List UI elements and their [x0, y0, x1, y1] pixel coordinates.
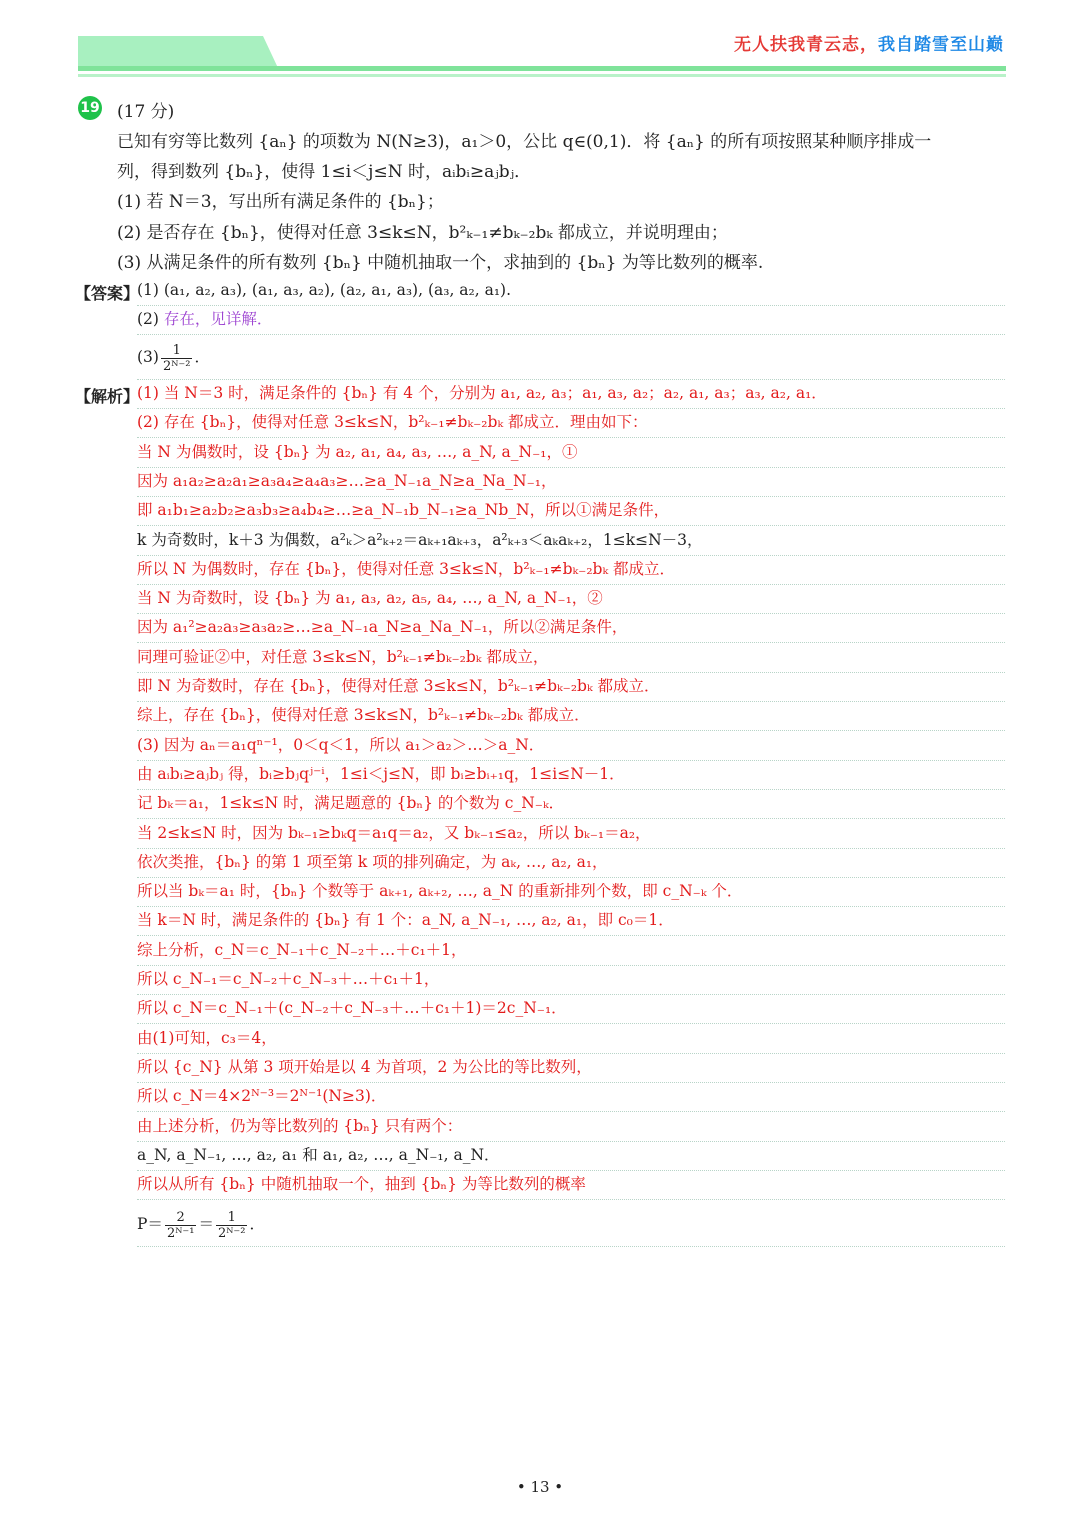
- analysis-line: 综上，存在 {bₙ}，使得对任意 3≤k≤N，b²ₖ₋₁≠bₖ₋₂bₖ 都成立．: [137, 701, 1005, 731]
- answer-fraction-den: 2ᴺ⁻²: [162, 358, 191, 374]
- answer-line2-text: 存在，见详解．: [163, 310, 273, 328]
- final-equation: [137, 1202, 1005, 1247]
- analysis-line: k 为奇数时，k＋3 为偶数，a²ₖ＞a²ₖ₊₂＝aₖ₊₁aₖ₊₃，a²ₖ₊₃＜aₖaₖ₊₂，1≤k≤N－3，: [137, 526, 1005, 556]
- answer-fraction: [161, 343, 193, 374]
- analysis-line: 因为 a₁²≥a₂a₃≥a₃a₂≥…≥a_N₋₁a_N≥a_Na_N₋₁，所以②满足条件，: [137, 613, 1005, 643]
- answer-fraction-num: 1: [161, 343, 193, 359]
- analysis-line: 记 bₖ＝a₁，1≤k≤N 时，满足题意的 {bₙ} 的个数为 c_N₋ₖ．: [137, 789, 1005, 819]
- final-fraction-1-num: 2: [165, 1210, 197, 1226]
- analysis-line: 依次类推，{bₙ} 的第 1 项至第 k 项的排列确定，为 aₖ, …, a₂, a₁，: [137, 848, 1005, 878]
- analysis-line: 由(1)可知，c₃＝4，: [137, 1024, 1005, 1054]
- answer-line3: [137, 335, 1005, 380]
- analysis-line: 当 2≤k≤N 时，因为 bₖ₋₁≥bₖq＝a₁q＝a₂，又 bₖ₋₁≤a₂，所以 bₖ₋₁＝a₂，: [137, 819, 1005, 849]
- header-rule: [78, 66, 1006, 71]
- answer-line3-suffix: ．: [194, 348, 210, 366]
- analysis-line: 所以 c_N₋₁＝c_N₋₂＋c_N₋₃＋…＋c₁＋1，: [137, 965, 1005, 995]
- question-part1: (1) 若 N＝3，写出所有满足条件的 {bₙ}；: [117, 192, 444, 212]
- answer-line2-prefix: (2): [137, 310, 164, 328]
- question-part2: (2) 是否存在 {bₙ}，使得对任意 3≤k≤N，b²ₖ₋₁≠bₖ₋₂bₖ 都成立，并说明理由；: [117, 223, 728, 243]
- final-fraction-1: [165, 1210, 197, 1241]
- analysis-line: (1) 当 N＝3 时，满足条件的 {bₙ} 有 4 个，分别为 a₁, a₂, a₃；a₁, a₃, a₂；a₂, a₁, a₃；a₃, a₂, a₁．: [137, 379, 1005, 409]
- header-motto: [734, 30, 1004, 55]
- answer-line3-prefix: (3): [137, 348, 159, 366]
- question-points: (17 分): [117, 102, 175, 122]
- answer-label: 【答案】: [75, 284, 140, 303]
- analysis-line: 当 N 为奇数时，设 {bₙ} 为 a₁, a₃, a₂, a₅, a₄, …, a_N, a_N₋₁，②: [137, 584, 1005, 614]
- final-lhs: P＝: [137, 1215, 163, 1233]
- analysis-line: 由上述分析，仍为等比数列的 {bₙ} 只有两个：: [137, 1112, 1005, 1142]
- analysis-line: 同理可验证②中，对任意 3≤k≤N，b²ₖ₋₁≠bₖ₋₂bₖ 都成立，: [137, 643, 1005, 673]
- analysis-line: a_N, a_N₋₁, …, a₂, a₁ 和 a₁, a₂, …, a_N₋₁, a_N．: [137, 1141, 1005, 1171]
- header-rule-thin: [78, 74, 1006, 77]
- analysis-line: 所以 c_N＝4×2ᴺ⁻³＝2ᴺ⁻¹(N≥3)．: [137, 1082, 1005, 1112]
- analysis-line: 所以当 bₖ＝a₁ 时，{bₙ} 个数等于 aₖ₊₁, aₖ₊₂, …, a_N 的重新排列个数，即 c_N₋ₖ 个．: [137, 877, 1005, 907]
- page-number: • 13 •: [516, 1478, 564, 1496]
- final-fraction-2-den: 2ᴺ⁻²: [217, 1225, 246, 1241]
- header-band: [78, 36, 278, 68]
- answer-line1: (1) (a₁, a₂, a₃), (a₁, a₃, a₂), (a₂, a₁, a₃), (a₃, a₂, a₁).: [137, 276, 1005, 306]
- analysis-line: 所以 N 为偶数时，存在 {bₙ}，使得对任意 3≤k≤N，b²ₖ₋₁≠bₖ₋₂bₖ 都成立．: [137, 555, 1005, 585]
- analysis-line: 即 N 为奇数时，存在 {bₙ}，使得对任意 3≤k≤N，b²ₖ₋₁≠bₖ₋₂bₖ 都成立．: [137, 672, 1005, 702]
- analysis-line: 因为 a₁a₂≥a₂a₁≥a₃a₄≥a₄a₃≥…≥a_N₋₁a_N≥a_Na_N₋₁，: [137, 467, 1005, 497]
- analysis-line: 综上分析，c_N＝c_N₋₁＋c_N₋₂＋…＋c₁＋1，: [137, 936, 1005, 966]
- question-stem-line2: 列，得到数列 {bₙ}，使得 1≤i＜j≤N 时，aᵢbᵢ≥aⱼbⱼ．: [117, 162, 532, 182]
- analysis-line: (3) 因为 aₙ＝a₁qⁿ⁻¹，0＜q＜1，所以 a₁＞a₂＞…＞a_N．: [137, 731, 1005, 761]
- analysis-label: 【解析】: [75, 387, 140, 406]
- question-part3: (3) 从满足条件的所有数列 {bₙ} 中随机抽取一个，求抽到的 {bₙ} 为等比数列的概率.: [117, 253, 764, 273]
- final-end: ．: [249, 1215, 265, 1233]
- analysis-line: 所以 c_N＝c_N₋₁＋(c_N₋₂＋c_N₋₃＋…＋c₁＋1)＝2c_N₋₁．: [137, 994, 1005, 1024]
- final-equals: ＝: [198, 1215, 214, 1233]
- analysis-line: 当 N 为偶数时，设 {bₙ} 为 a₂, a₁, a₄, a₃, …, a_N, a_N₋₁，①: [137, 438, 1005, 468]
- analysis-line: 所以从所有 {bₙ} 中随机抽取一个，抽到 {bₙ} 为等比数列的概率: [137, 1170, 1005, 1200]
- motto-part1: 无人扶我青云志，: [734, 35, 878, 55]
- analysis-line: (2) 存在 {bₙ}，使得对任意 3≤k≤N，b²ₖ₋₁≠bₖ₋₂bₖ 都成立．理由如下：: [137, 408, 1005, 438]
- analysis-line: 即 a₁b₁≥a₂b₂≥a₃b₃≥a₄b₄≥…≥a_N₋₁b_N₋₁≥a_Nb_N，所以①满足条件，: [137, 496, 1005, 526]
- final-fraction-2: [216, 1210, 248, 1241]
- final-fraction-1-den: 2ᴺ⁻¹: [166, 1225, 195, 1241]
- analysis-line: 当 k＝N 时，满足条件的 {bₙ} 有 1 个：a_N, a_N₋₁, …, a₂, a₁，即 c₀＝1．: [137, 906, 1005, 936]
- analysis-line: 由 aᵢbᵢ≥aⱼbⱼ 得，bᵢ≥bⱼqʲ⁻ⁱ，1≤i＜j≤N，即 bᵢ≥bᵢ₊₁q，1≤i≤N－1．: [137, 760, 1005, 790]
- final-fraction-2-num: 1: [216, 1210, 248, 1226]
- question-number-badge: 19: [78, 96, 102, 120]
- analysis-line: 所以 {c_N} 从第 3 项开始是以 4 为首项，2 为公比的等比数列，: [137, 1053, 1005, 1083]
- motto-part2: 我自踏雪至山巅: [878, 35, 1004, 55]
- answer-line2: [137, 305, 1005, 335]
- question-stem-line1: 已知有穷等比数列 {aₙ} 的项数为 N(N≥3)，a₁＞0，公比 q∈(0,1)．将 {aₙ} 的所有项按照某种顺序排成一: [117, 132, 932, 152]
